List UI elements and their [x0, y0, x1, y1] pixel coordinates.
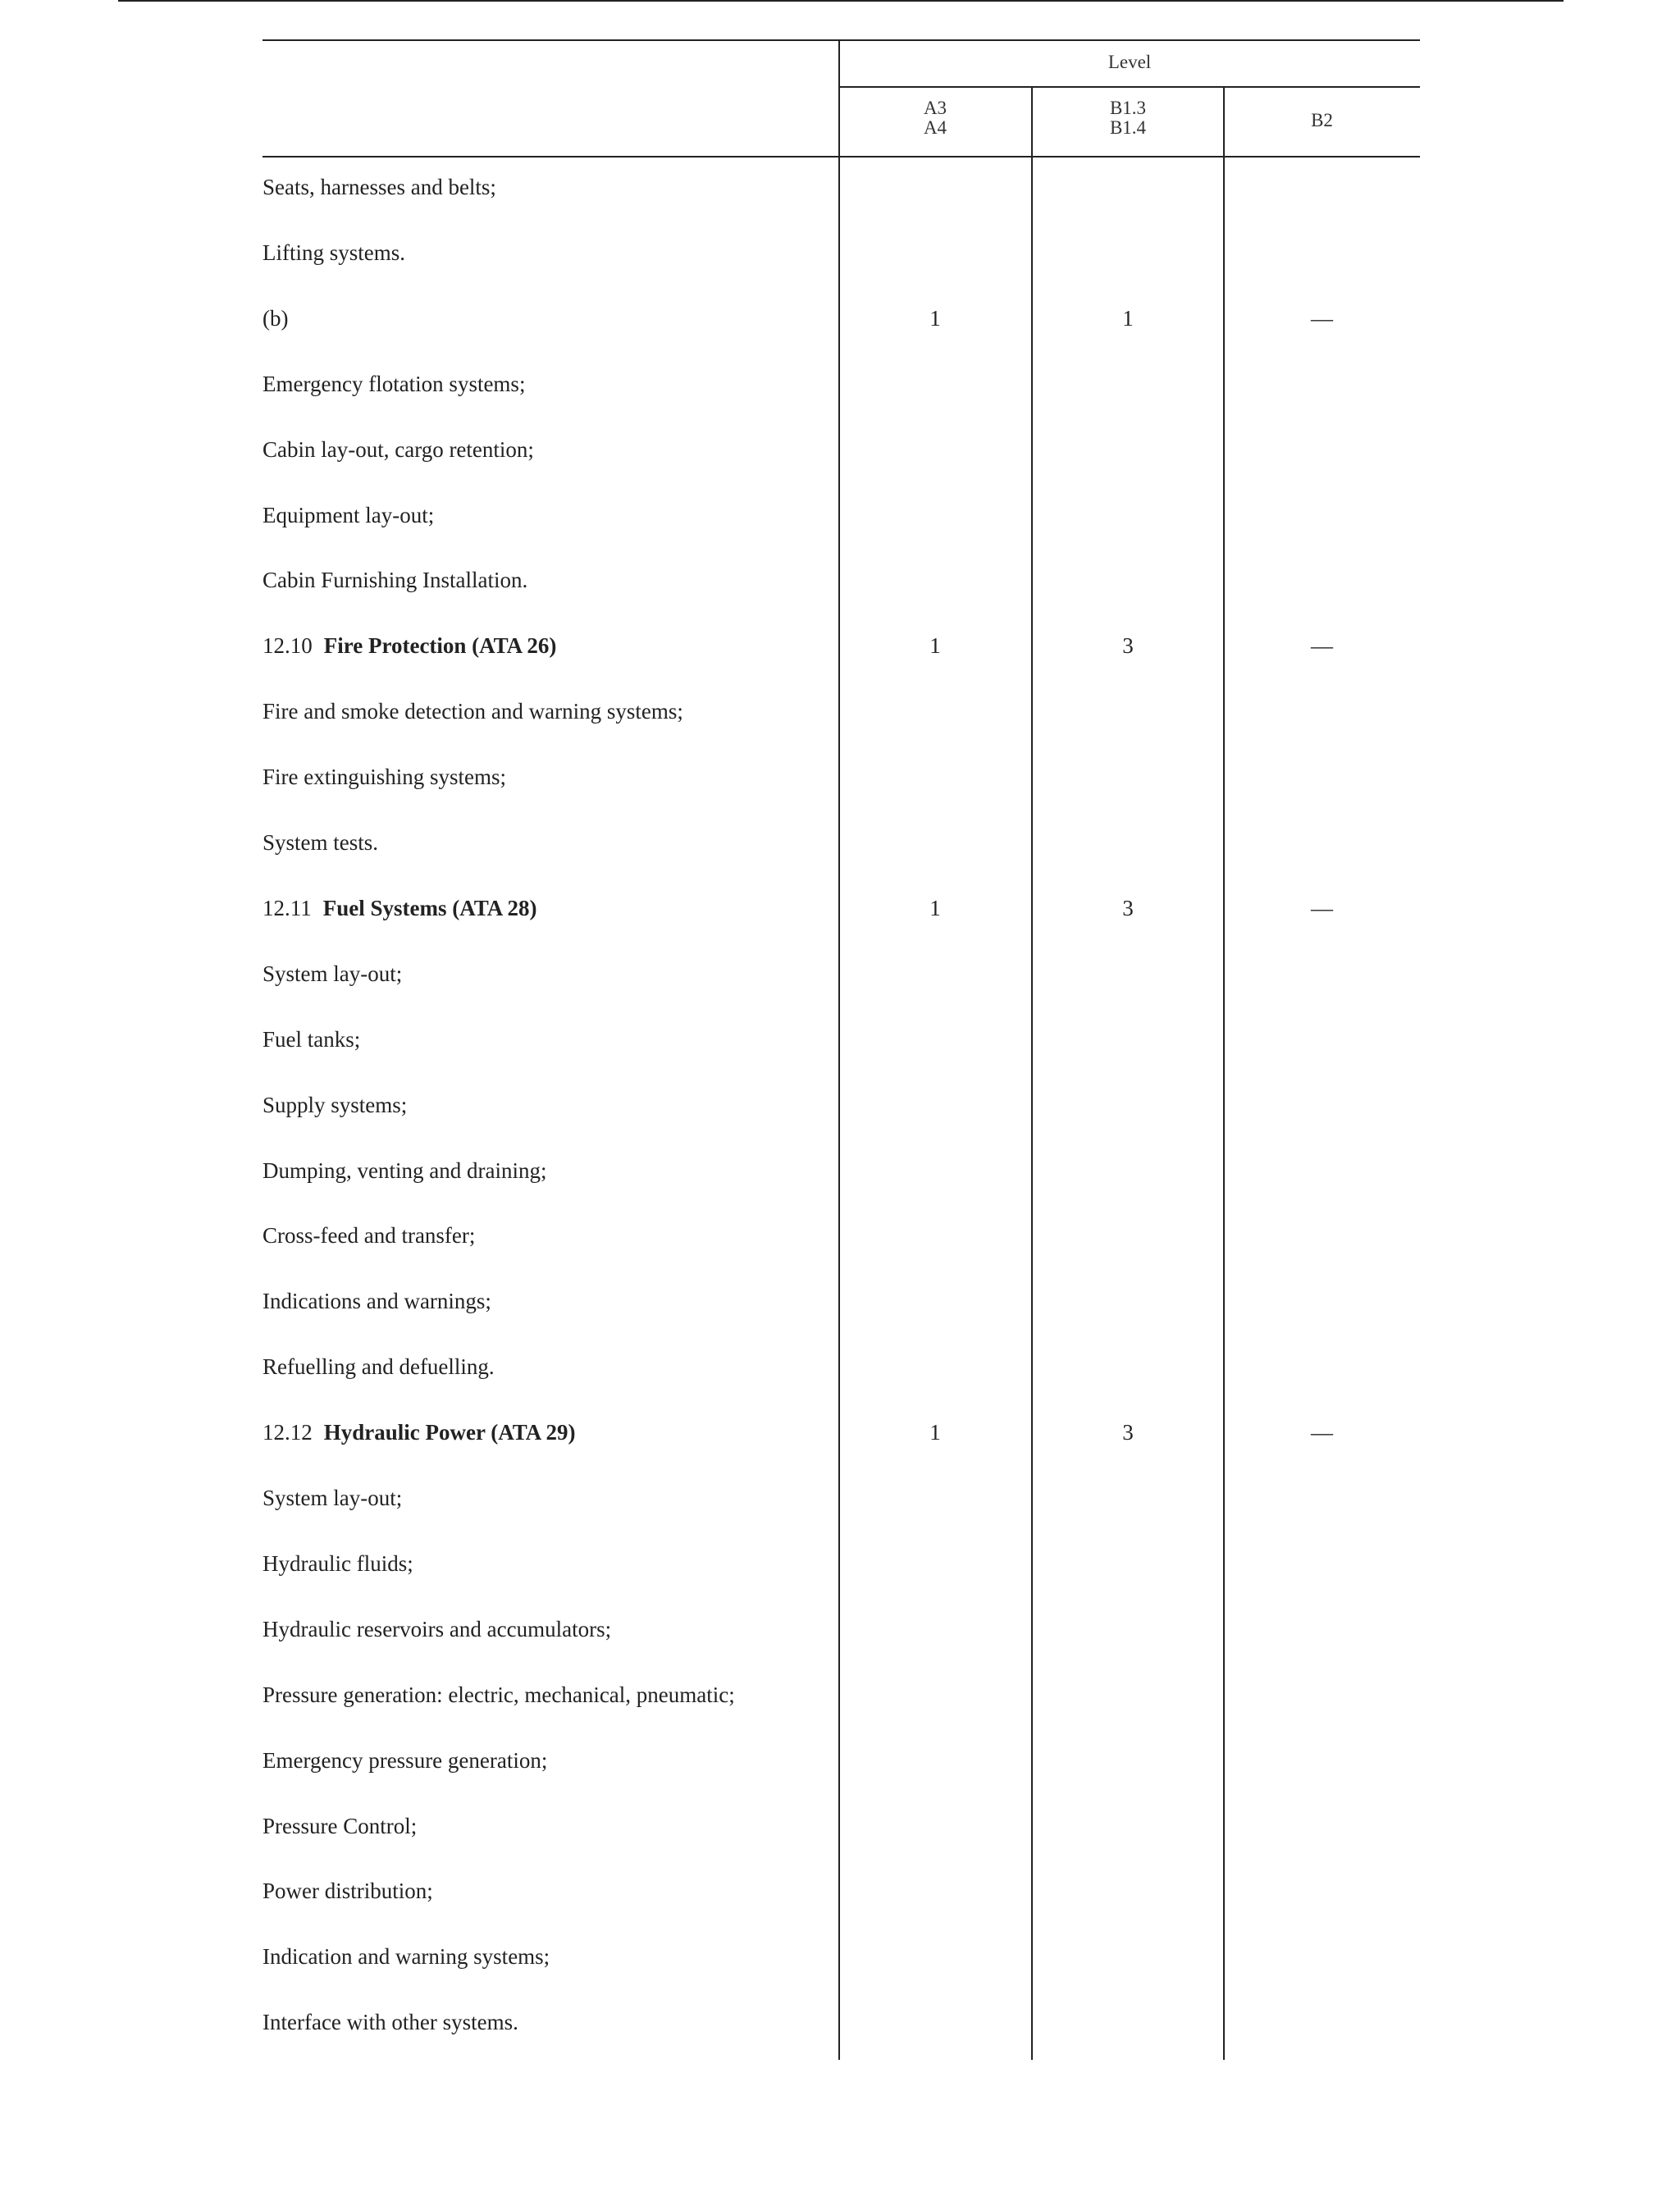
table-row — [262, 1940, 1420, 1973]
section-number: 12.12 — [262, 1420, 313, 1445]
level-b2-value: — — [1311, 633, 1333, 658]
row-label: Hydraulic reservoirs and accumulators; — [262, 1617, 612, 1641]
level-b2-value: — — [1311, 306, 1333, 331]
level-b2-value: — — [1311, 896, 1333, 920]
level-a3-a4-value: 1 — [929, 1420, 941, 1445]
section-title: Fire Protection (ATA 26) — [323, 633, 557, 658]
table-row — [262, 236, 1420, 269]
section-row — [262, 1416, 1420, 1449]
section-title: Hydraulic Power (ATA 29) — [323, 1420, 576, 1445]
header-bottom-rule — [262, 156, 1420, 158]
section-number: 12.10 — [262, 633, 313, 658]
table-row — [262, 1810, 1420, 1842]
level-header: Level — [1107, 52, 1152, 72]
row-label: Cabin Furnishing Installation. — [262, 568, 528, 592]
row-label: Indication and warning systems; — [262, 1944, 550, 1969]
row-label: Lifting systems. — [262, 240, 405, 265]
table-row — [262, 1089, 1420, 1121]
table-row — [262, 433, 1420, 466]
table-row — [262, 957, 1420, 990]
level-a3-a4-value: 1 — [929, 306, 941, 331]
section-title: Fuel Systems (ATA 28) — [322, 896, 537, 920]
table-row — [262, 1613, 1420, 1646]
header-col-a3-a4 — [839, 98, 1031, 138]
row-label: Indications and warnings; — [262, 1289, 491, 1313]
table-row — [262, 1874, 1420, 1907]
header-col-b13: B1.3 — [1109, 98, 1147, 118]
row-label: Hydraulic fluids; — [262, 1551, 413, 1576]
row-label: Seats, harnesses and belts; — [262, 175, 496, 199]
table-row — [262, 1350, 1420, 1383]
table-row — [262, 368, 1420, 400]
section-heading — [262, 892, 536, 925]
table-row — [262, 1678, 1420, 1711]
row-label: (b) — [262, 306, 289, 331]
level-a3-a4-value: 1 — [929, 633, 941, 658]
row-label: Interface with other systems. — [262, 2010, 518, 2034]
section-heading — [262, 1416, 575, 1449]
level-b13-b14-value: 1 — [1122, 306, 1134, 331]
row-label: Equipment lay-out; — [262, 503, 435, 527]
row-label: Emergency pressure generation; — [262, 1748, 548, 1773]
table-row — [262, 2006, 1420, 2038]
header-col-a3: A3 — [923, 98, 947, 118]
header-col-a4: A4 — [923, 117, 947, 138]
level-header-rule — [839, 86, 1420, 88]
row-label: Fire extinguishing systems; — [262, 765, 506, 789]
table-row — [262, 171, 1420, 203]
row-label: Refuelling and defuelling. — [262, 1354, 495, 1379]
table-top-rule — [262, 39, 1420, 41]
level-a3-a4-value: 1 — [929, 896, 941, 920]
row-label: Supply systems; — [262, 1093, 408, 1117]
row-label: Pressure Control; — [262, 1814, 418, 1838]
table-row — [262, 1744, 1420, 1777]
table-row — [262, 302, 1420, 335]
section-number: 12.11 — [262, 896, 312, 920]
qualification-level-table — [262, 39, 1420, 2060]
page-top-rule — [118, 0, 1564, 2]
row-label: Emergency flotation systems; — [262, 372, 526, 396]
level-b13-b14-value: 3 — [1122, 633, 1134, 658]
table-row — [262, 1285, 1420, 1317]
row-label: System tests. — [262, 830, 379, 855]
section-row — [262, 629, 1420, 662]
level-b2-value: — — [1311, 1420, 1333, 1445]
table-row — [262, 826, 1420, 859]
row-label: System lay-out; — [262, 1486, 403, 1510]
header-col-b14: B1.4 — [1109, 117, 1147, 138]
table-row — [262, 564, 1420, 596]
table-row — [262, 1154, 1420, 1187]
header-col-b13-b14 — [1032, 98, 1224, 138]
table-row — [262, 1482, 1420, 1514]
table-row — [262, 1023, 1420, 1056]
table-row — [262, 1547, 1420, 1580]
section-heading — [262, 629, 556, 662]
row-label: Fire and smoke detection and warning systems; — [262, 699, 683, 724]
header-col-b2: B2 — [1311, 110, 1333, 130]
table-row — [262, 499, 1420, 532]
table-row — [262, 760, 1420, 793]
row-label: Pressure generation: electric, mechanical, pneumatic; — [262, 1682, 735, 1707]
row-label: Dumping, venting and draining; — [262, 1158, 547, 1183]
table-row — [262, 695, 1420, 728]
row-label: Fuel tanks; — [262, 1027, 361, 1052]
level-b13-b14-value: 3 — [1122, 1420, 1134, 1445]
level-b13-b14-value: 3 — [1122, 896, 1134, 920]
row-label: System lay-out; — [262, 961, 403, 986]
row-label: Power distribution; — [262, 1879, 433, 1903]
row-label: Cabin lay-out, cargo retention; — [262, 437, 534, 462]
table-row — [262, 1219, 1420, 1252]
section-row — [262, 892, 1420, 925]
row-label: Cross-feed and transfer; — [262, 1223, 476, 1248]
